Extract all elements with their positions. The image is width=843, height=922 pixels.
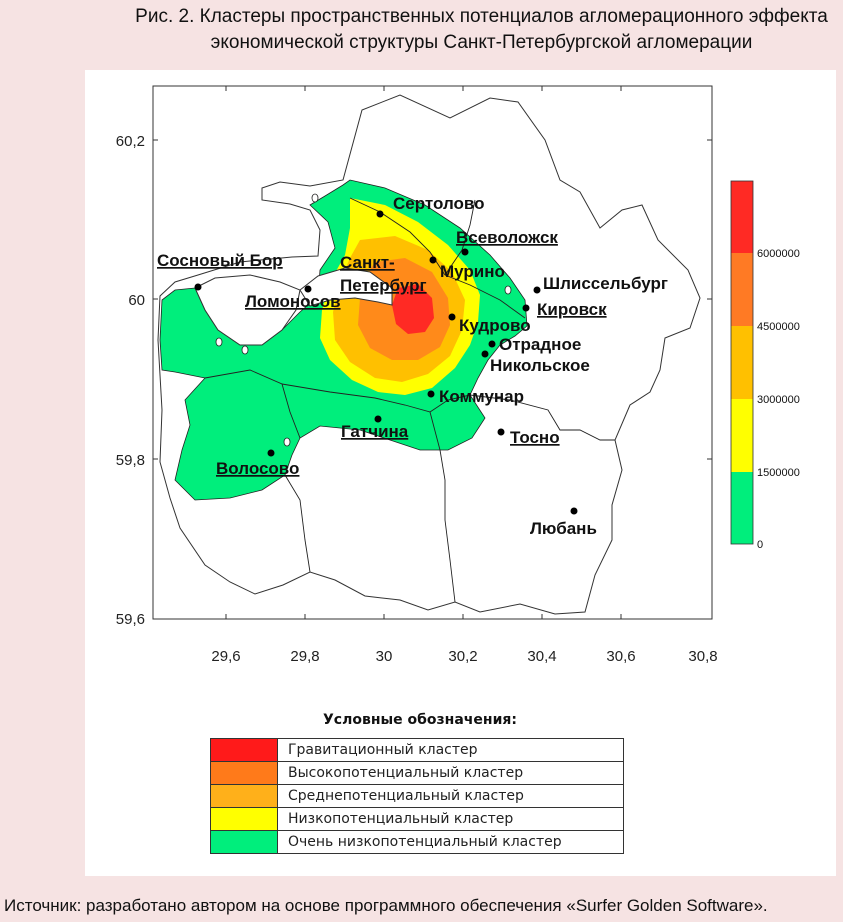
y-tick-label: 60,2	[115, 133, 145, 150]
city-label-gatchina: Гатчина	[341, 422, 409, 441]
legend-label: Низкопотенциальный кластер	[278, 808, 624, 831]
legend-row	[211, 785, 624, 808]
city-label-volosovo: Волосово	[216, 459, 300, 478]
colorbar-label: 3000000	[757, 394, 800, 406]
city-label-spb-line2: Петербург	[340, 276, 427, 295]
colorbar-label: 1500000	[757, 467, 800, 479]
color-scale-bar	[731, 181, 753, 544]
x-tick-label: 30,6	[606, 648, 636, 665]
x-tick-label: 30,8	[688, 648, 718, 665]
legend-swatch	[211, 785, 278, 808]
caption-line-2: экономической структуры Санкт-Петербургской агломерации	[210, 32, 753, 53]
city-label-spb-line1: Санкт-	[340, 253, 395, 272]
x-tick-label: 29,8	[290, 648, 320, 665]
city-label-shlisselburg: Шлиссельбург	[543, 274, 668, 293]
legend-swatch	[211, 831, 278, 854]
legend-swatch	[211, 762, 278, 785]
caption-line-1: Рис. 2. Кластеры пространственных потенциалов агломерационного эффекта	[135, 6, 828, 27]
colorbar-label: 6000000	[757, 248, 800, 260]
y-tick-label: 59,8	[115, 452, 145, 469]
source-note: Источник: разработано автором на основе программного обеспечения «Surfer Golden Software».	[4, 896, 768, 915]
city-label-murino: Мурино	[440, 262, 505, 281]
colorbar-label: 4500000	[757, 321, 800, 333]
city-label-kommunar: Коммунар	[439, 387, 525, 406]
legend-label: Среднепотенциальный кластер	[278, 785, 624, 808]
city-label-kudrovo: Кудрово	[459, 316, 531, 335]
y-tick-label: 59,6	[115, 611, 145, 628]
city-label-kirovsk: Кировск	[537, 300, 607, 319]
city-label-sosnovy-bor: Сосновый Бор	[157, 251, 283, 270]
x-tick-label: 29,6	[211, 648, 241, 665]
legend-table	[210, 738, 624, 854]
x-tick-label: 30,2	[448, 648, 478, 665]
legend-label: Гравитационный кластер	[278, 739, 624, 762]
legend-swatch	[211, 808, 278, 831]
y-tick-label: 60	[128, 292, 145, 309]
city-label-vsevolozhsk: Всеволожск	[456, 228, 558, 247]
legend-label: Очень низкопотенциальный кластер	[278, 831, 624, 854]
city-label-luban: Любань	[530, 519, 597, 538]
legend-row	[211, 831, 624, 854]
city-label-nikolskoe: Никольское	[490, 356, 590, 375]
city-label-otradnoe: Отрадное	[499, 335, 582, 354]
legend-row	[211, 739, 624, 762]
city-label-sertolovo: Сертолово	[393, 194, 485, 213]
city-label-lomonosov: Ломоносов	[245, 292, 341, 311]
legend-swatch	[211, 739, 278, 762]
city-label-tosno: Тосно	[510, 428, 560, 447]
colorbar-label: 0	[757, 539, 764, 551]
x-tick-label: 30,4	[527, 648, 557, 665]
legend-title: Условные обозначения:	[323, 712, 517, 728]
legend-row	[211, 808, 624, 831]
x-tick-label: 30	[375, 648, 393, 665]
legend-label: Высокопотенциальный кластер	[278, 762, 624, 785]
legend-row	[211, 762, 624, 785]
